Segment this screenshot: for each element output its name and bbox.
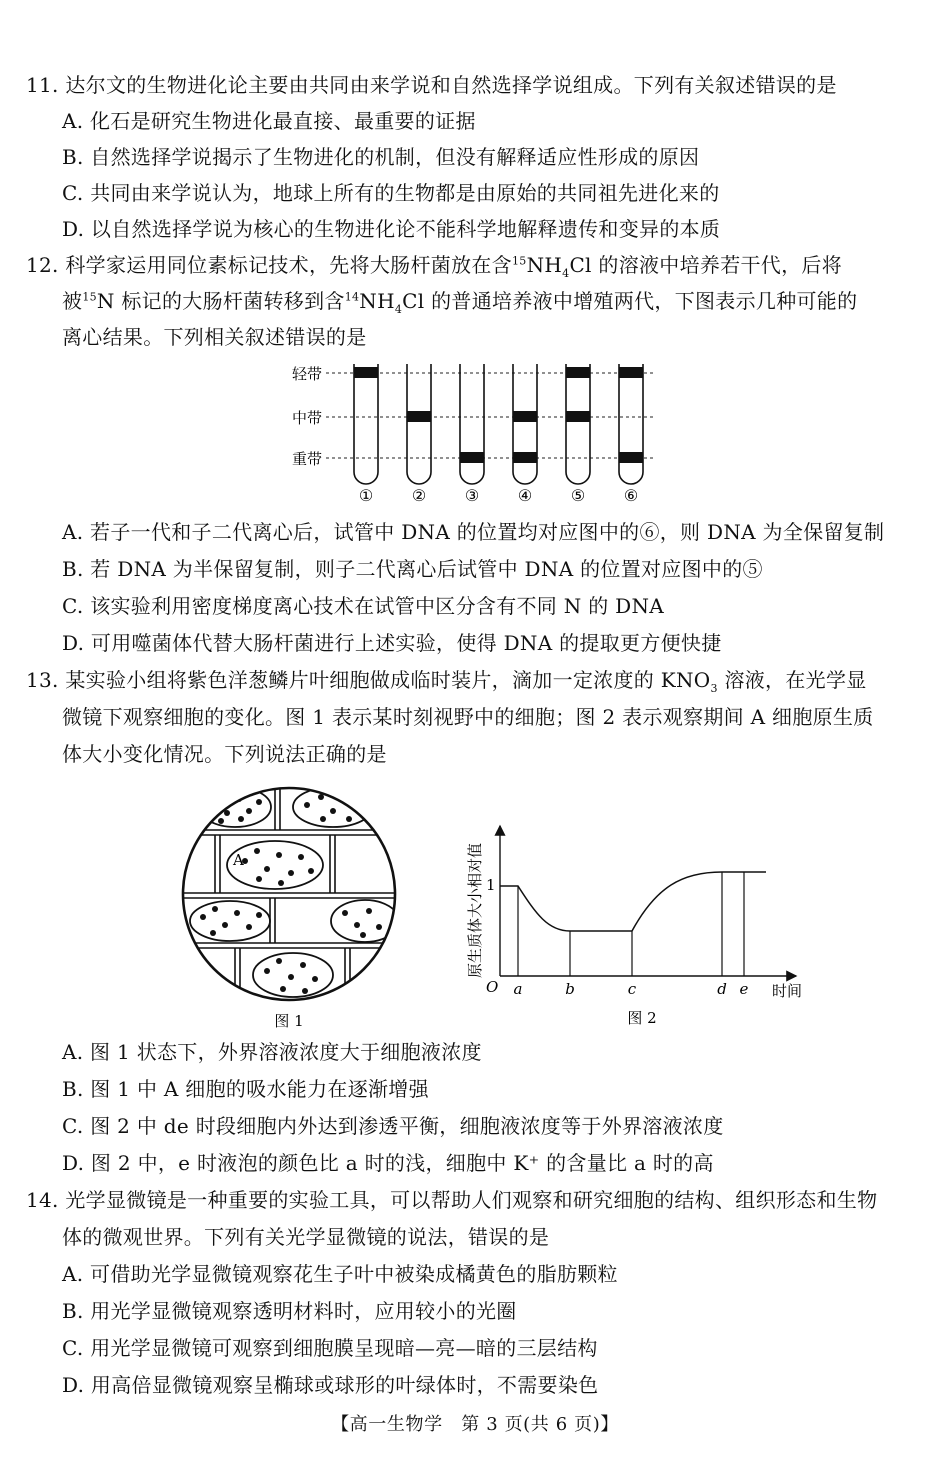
centrifuge-tubes-figure (288, 360, 668, 508)
tube-6 (619, 364, 643, 505)
protoplast-size-line (500, 872, 766, 931)
q13-stem-line3: 体大小变化情况。下列说法正确的是 (62, 742, 387, 766)
svg-text:⑥: ⑥ (623, 486, 639, 505)
q14-option-a: A. 可借助光学显微镜观察花生子叶中被染成橘黄色的脂肪颗粒 (62, 1262, 618, 1286)
q12-option-a: A. 若子一代和子二代离心后，试管中 DNA 的位置均对应图中的⑥，则 DNA 为全保留复制 (62, 520, 885, 544)
protoplast-curve (500, 872, 766, 931)
q14-option-d: D. 用高倍显微镜观察呈椭球或球形的叶绿体时，不需要染色 (62, 1373, 599, 1397)
figure-1-caption: 图 1 (274, 1012, 304, 1030)
q14-option-b: B. 用光学显微镜观察透明材料时，应用较小的光圈 (62, 1299, 517, 1323)
q14-option-c: C. 用光学显微镜可观察到细胞膜呈现暗—亮—暗的三层结构 (62, 1336, 598, 1360)
y-tick-1: 1 (486, 876, 496, 894)
svg-text:③: ③ (464, 486, 480, 505)
q13-option-d: D. 图 2 中，e 时液泡的颜色比 a 时的浅，细胞中 K⁺ 的含量比 a 时的高 (62, 1151, 714, 1175)
q11-option-c: C. 共同由来学说认为，地球上所有的生物都是由原始的共同祖先进化来的 (62, 181, 720, 205)
q14-stem-line2: 体的微观世界。下列有关光学显微镜的说法，错误的是 (62, 1225, 550, 1249)
q12-stem-line3: 离心结果。下列相关叙述错误的是 (62, 325, 367, 349)
q11-option-a: A. 化石是研究生物进化最直接、最重要的证据 (62, 109, 476, 133)
q11-option-d: D. 以自然选择学说为核心的生物进化论不能科学地解释遗传和变异的本质 (62, 217, 721, 241)
q13-option-c: C. 图 2 中 de 时段细胞内外达到渗透平衡，细胞液浓度等于外界溶液浓度 (62, 1114, 724, 1138)
band-label-light: 轻带 (292, 365, 323, 383)
band-label-middle: 中带 (292, 409, 323, 427)
q13-stem-line1: 13. 某实验小组将紫色洋葱鳞片叶细胞做成临时装片，滴加一定浓度的 $KNO_3$ 溶液，在光学显 (26, 668, 867, 695)
band-label-heavy: 重带 (292, 450, 323, 468)
q12-stem-line2: 被$^{15}$N 标记的大肠杆菌转移到含$^{14}NH_4Cl$ 的普通培养液中增殖两代，下图表示几种可能的 (62, 289, 858, 316)
x-ticks (514, 872, 749, 998)
origin-label: O (486, 978, 499, 996)
q11-stem: 11. 达尔文的生物进化论主要由共同由来学说和自然选择学说组成。下列有关叙述错误的是 (26, 73, 837, 97)
tube-3 (460, 364, 484, 505)
tube-2 (407, 364, 431, 505)
svg-text:①: ① (358, 486, 374, 505)
page-footer: 【高一生物学 第 3 页(共 6 页)】 (331, 1414, 619, 1435)
x-axis-label: 时间 (772, 982, 803, 1000)
y-axis-label: 原生质体大小相对值 (466, 842, 484, 978)
q14-stem-line1: 14. 光学显微镜是一种重要的实验工具，可以帮助人们观察和研究细胞的结构、组织形态和生物 (26, 1188, 878, 1212)
q13-option-a: A. 图 1 状态下，外界溶液浓度大于细胞液浓度 (62, 1040, 482, 1064)
x-tick-label-a: a (513, 980, 523, 998)
q12-option-b: B. 若 DNA 为半保留复制，则子二代离心后试管中 DNA 的位置对应图中的⑤ (62, 557, 763, 581)
q13-stem-line2: 微镜下观察细胞的变化。图 1 表示某时刻视野中的细胞；图 2 表示观察期间 A 细胞原生质 (62, 705, 874, 729)
figure-1-microscope-field (175, 785, 405, 1033)
x-tick-label-c: c (627, 980, 637, 998)
tube-5 (566, 364, 590, 505)
svg-text:④: ④ (517, 486, 533, 505)
svg-text:⑤: ⑤ (570, 486, 586, 505)
tube-4 (513, 364, 537, 505)
figure-2-caption: 图 2 (627, 1009, 657, 1027)
q13-option-b: B. 图 1 中 A 细胞的吸水能力在逐渐增强 (62, 1077, 429, 1101)
x-tick-label-e: e (739, 980, 749, 998)
svg-text:②: ② (411, 486, 427, 505)
figure-2-protoplast-chart (460, 820, 820, 1033)
tube-1 (354, 364, 378, 505)
q11-option-b: B. 自然选择学说揭示了生物进化的机制，但没有解释适应性形成的原因 (62, 145, 700, 169)
field-of-view-circle (183, 788, 395, 1000)
q12-option-d: D. 可用噬菌体代替大肠杆菌进行上述实验，使得 DNA 的提取更方便快捷 (62, 631, 722, 655)
x-tick-label-d: d (717, 980, 727, 998)
cell-a-label: A (233, 851, 244, 869)
x-tick-label-b: b (565, 980, 575, 998)
q12-stem-line1: 12. 科学家运用同位素标记技术，先将大肠杆菌放在含$^{15}NH_4Cl$ 的溶液中培养若干代，后将 (26, 253, 842, 280)
q12-option-c: C. 该实验利用密度梯度离心技术在试管中区分含有不同 N 的 DNA (62, 594, 665, 618)
